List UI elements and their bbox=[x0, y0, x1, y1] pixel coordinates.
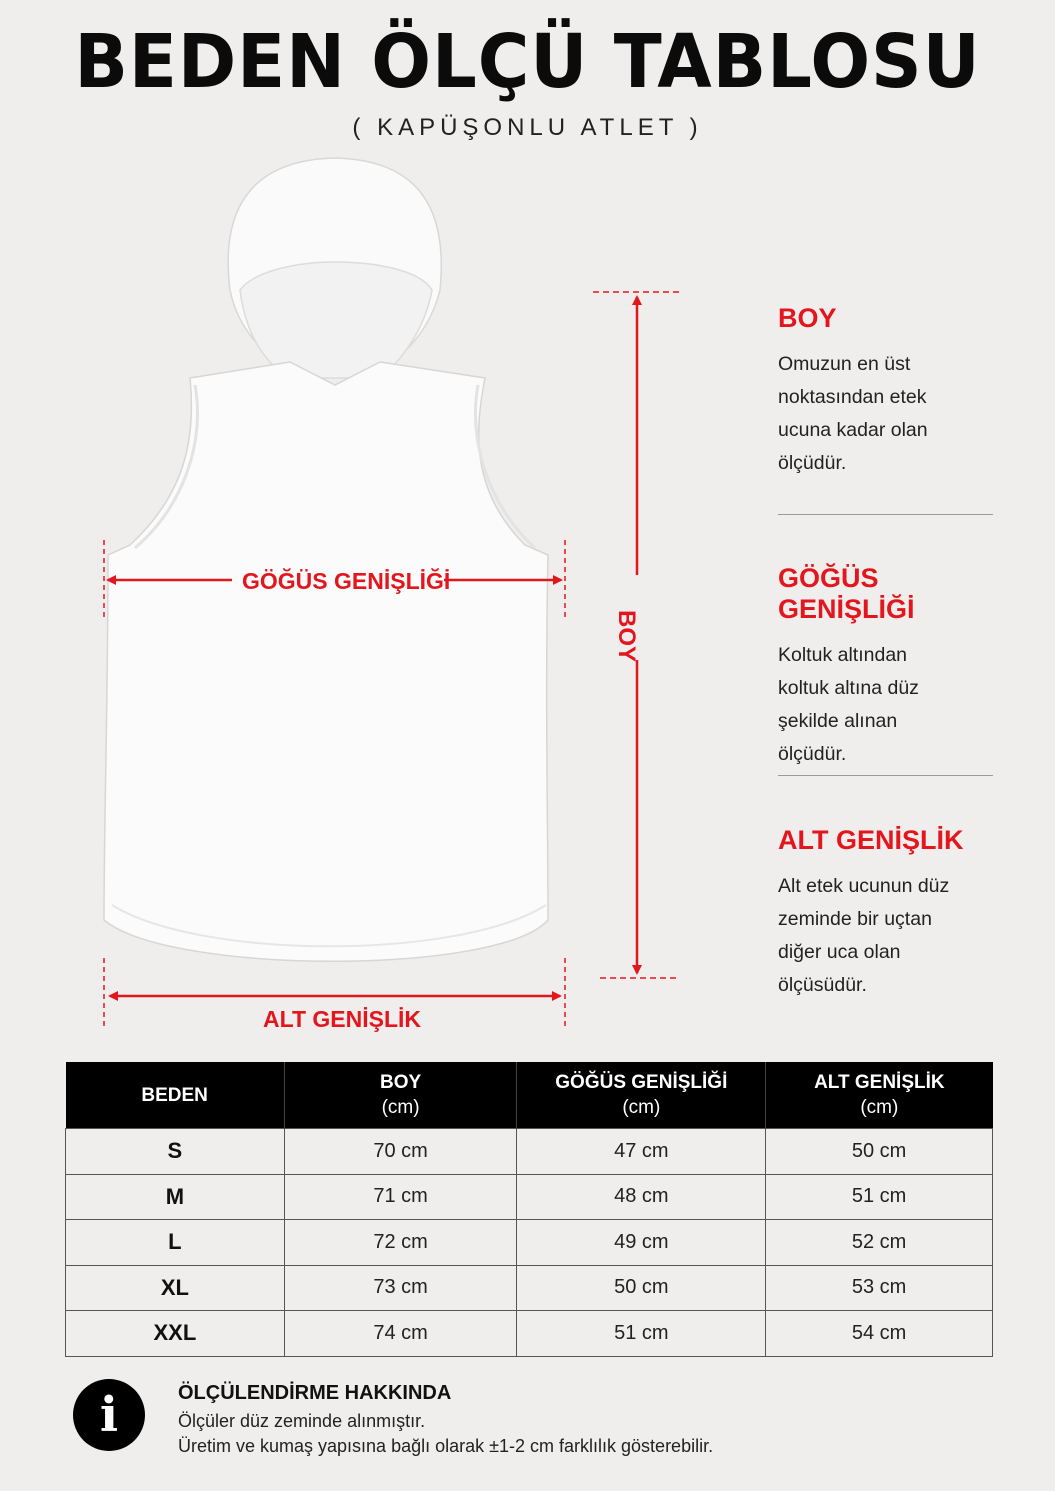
alt-cell: 52 cm bbox=[766, 1220, 993, 1266]
garment-diagram bbox=[0, 150, 760, 1040]
alt-cell: 53 cm bbox=[766, 1265, 993, 1311]
alt-cell: 50 cm bbox=[766, 1129, 993, 1175]
gogus-cell: 51 cm bbox=[517, 1311, 766, 1357]
info-icon: i bbox=[73, 1379, 145, 1451]
alt-cell: 51 cm bbox=[766, 1174, 993, 1220]
table-row bbox=[66, 1265, 993, 1311]
desc-boy-line: noktasından etek bbox=[778, 386, 927, 408]
hem-width-label: ALT GENİŞLİK bbox=[263, 1006, 422, 1032]
desc-boy-line: Omuzun en üst bbox=[778, 353, 911, 375]
boy-cell: 74 cm bbox=[284, 1311, 517, 1357]
table-row bbox=[66, 1311, 993, 1357]
desc-gogus-line: koltuk altına düz bbox=[778, 677, 919, 699]
desc-gogus-title: GÖĞÜS GENİŞLİĞİ bbox=[778, 563, 915, 624]
desc-alt-line: diğer uca olan bbox=[778, 941, 901, 963]
size-cell: M bbox=[66, 1174, 285, 1220]
length-label: BOY bbox=[613, 610, 640, 663]
info-line: Ölçüler düz zeminde alınmıştır. bbox=[178, 1411, 426, 1431]
boy-cell: 70 cm bbox=[284, 1129, 517, 1175]
table-row bbox=[66, 1174, 993, 1220]
table-row bbox=[66, 1220, 993, 1266]
desc-alt-line: ölçüsüdür. bbox=[778, 974, 867, 996]
page-title: BEDEN ÖLÇÜ TABLOSU bbox=[74, 19, 981, 105]
info-block bbox=[178, 1382, 713, 1459]
desc-alt-title: ALT GENİŞLİK bbox=[778, 825, 964, 855]
table-row bbox=[66, 1129, 993, 1175]
gogus-cell: 47 cm bbox=[517, 1129, 766, 1175]
desc-gogus-line: şekilde alınan bbox=[778, 710, 898, 732]
desc-alt-line: Alt etek ucunun düz bbox=[778, 875, 950, 897]
size-cell: S bbox=[66, 1129, 285, 1175]
header-boy: BOY (cm) bbox=[284, 1062, 517, 1129]
page-subtitle: ( KAPÜŞONLU ATLET ) bbox=[352, 114, 703, 141]
table-header-row bbox=[66, 1062, 993, 1129]
desc-gogus bbox=[778, 563, 998, 771]
desc-boy-line: ölçüdür. bbox=[778, 452, 847, 474]
size-table bbox=[65, 1062, 993, 1357]
hood-opening bbox=[240, 262, 432, 378]
tank-body bbox=[104, 362, 548, 961]
info-line: Üretim ve kumaş yapısına bağlı olarak ±1-2 cm farklılık gösterebilir. bbox=[178, 1436, 714, 1456]
size-cell: L bbox=[66, 1220, 285, 1266]
divider bbox=[778, 775, 993, 776]
header-alt: ALT GENİŞLİK (cm) bbox=[766, 1062, 993, 1129]
boy-cell: 72 cm bbox=[284, 1220, 517, 1266]
size-cell: XXL bbox=[66, 1311, 285, 1357]
header-beden: BEDEN bbox=[66, 1062, 285, 1129]
desc-gogus-line: ölçüdür. bbox=[778, 743, 847, 765]
chest-width-label: GÖĞÜS GENİŞLİĞİ bbox=[242, 568, 451, 594]
desc-gogus-line: Koltuk altından bbox=[778, 644, 908, 666]
alt-cell: 54 cm bbox=[766, 1311, 993, 1357]
boy-cell: 71 cm bbox=[284, 1174, 517, 1220]
gogus-cell: 50 cm bbox=[517, 1265, 766, 1311]
desc-alt-line: zeminde bir uçtan bbox=[778, 908, 932, 930]
gogus-cell: 49 cm bbox=[517, 1220, 766, 1266]
divider bbox=[778, 514, 993, 515]
desc-boy-line: ucuna kadar olan bbox=[778, 419, 928, 441]
boy-cell: 73 cm bbox=[284, 1265, 517, 1311]
gogus-cell: 48 cm bbox=[517, 1174, 766, 1220]
size-cell: XL bbox=[66, 1265, 285, 1311]
desc-alt bbox=[778, 825, 998, 1002]
desc-boy bbox=[778, 303, 998, 480]
header-gogus: GÖĞÜS GENİŞLİĞİ (cm) bbox=[517, 1062, 766, 1129]
info-title: ÖLÇÜLENDİRME HAKKINDA bbox=[178, 1382, 452, 1404]
desc-boy-title: BOY bbox=[778, 303, 837, 333]
